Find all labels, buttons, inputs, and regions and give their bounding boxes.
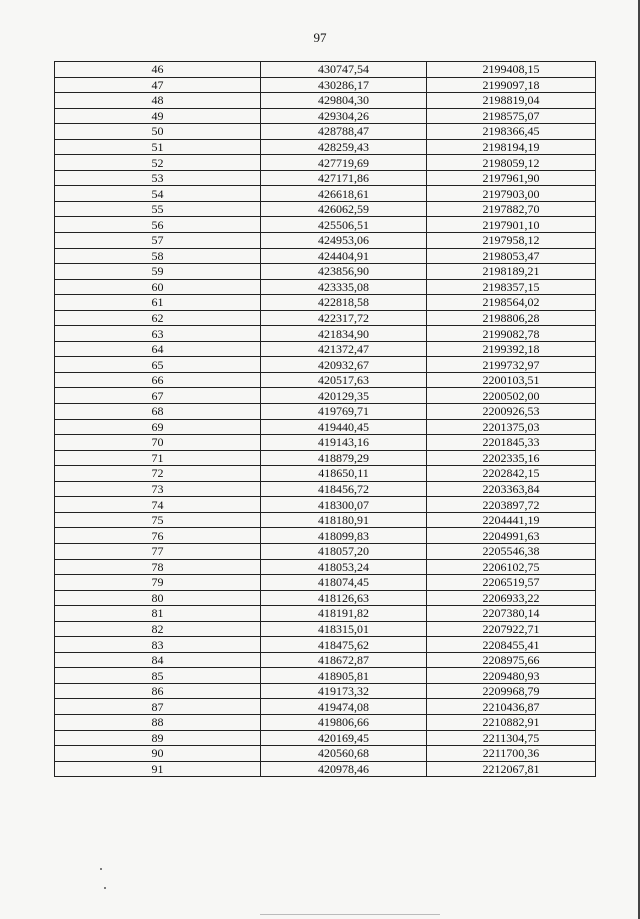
y-coordinate-cell: 2198564,02 [427, 295, 596, 311]
point-number-cell: 69 [55, 419, 261, 435]
point-number-cell: 85 [55, 668, 261, 684]
y-coordinate-cell: 2206519,57 [427, 575, 596, 591]
point-number-cell: 66 [55, 372, 261, 388]
y-coordinate-cell: 2207380,14 [427, 606, 596, 622]
x-coordinate-cell: 425506,51 [261, 217, 427, 233]
table-row [55, 699, 596, 715]
scan-bottom-mark [260, 914, 440, 915]
page-number: 97 [313, 30, 327, 45]
table-row [55, 248, 596, 264]
x-coordinate-cell: 420129,35 [261, 388, 427, 404]
table-row [55, 326, 596, 342]
x-coordinate-cell: 422818,58 [261, 295, 427, 311]
table-row [55, 575, 596, 591]
table-row [55, 683, 596, 699]
point-number-cell: 71 [55, 450, 261, 466]
point-number-cell: 48 [55, 93, 261, 109]
x-coordinate-cell: 429304,26 [261, 108, 427, 124]
table-row [55, 466, 596, 482]
y-coordinate-cell: 2201845,33 [427, 435, 596, 451]
table-row [55, 746, 596, 762]
y-coordinate-cell: 2199097,18 [427, 77, 596, 93]
scan-speck [104, 887, 106, 889]
y-coordinate-cell: 2198575,07 [427, 108, 596, 124]
point-number-cell: 91 [55, 761, 261, 777]
point-number-cell: 70 [55, 435, 261, 451]
point-number-cell: 75 [55, 512, 261, 528]
y-coordinate-cell: 2205546,38 [427, 543, 596, 559]
y-coordinate-cell: 2197903,00 [427, 186, 596, 202]
scan-speck [100, 868, 102, 870]
table-row [55, 155, 596, 171]
x-coordinate-cell: 421834,90 [261, 326, 427, 342]
x-coordinate-cell: 418053,24 [261, 559, 427, 575]
point-number-cell: 47 [55, 77, 261, 93]
table-row [55, 404, 596, 420]
x-coordinate-cell: 420978,46 [261, 761, 427, 777]
y-coordinate-cell: 2200502,00 [427, 388, 596, 404]
point-number-cell: 55 [55, 201, 261, 217]
point-number-cell: 89 [55, 730, 261, 746]
x-coordinate-cell: 423856,90 [261, 264, 427, 280]
point-number-cell: 76 [55, 528, 261, 544]
x-coordinate-cell: 426618,61 [261, 186, 427, 202]
x-coordinate-cell: 424953,06 [261, 233, 427, 249]
table-row [55, 652, 596, 668]
y-coordinate-cell: 2198059,12 [427, 155, 596, 171]
table-row [55, 668, 596, 684]
point-number-cell: 59 [55, 264, 261, 280]
y-coordinate-cell: 2206102,75 [427, 559, 596, 575]
x-coordinate-cell: 418057,20 [261, 543, 427, 559]
point-number-cell: 67 [55, 388, 261, 404]
x-coordinate-cell: 420517,63 [261, 372, 427, 388]
x-coordinate-cell: 419474,08 [261, 699, 427, 715]
x-coordinate-cell: 420932,67 [261, 357, 427, 373]
table-row [55, 497, 596, 513]
point-number-cell: 87 [55, 699, 261, 715]
y-coordinate-cell: 2203363,84 [427, 481, 596, 497]
point-number-cell: 90 [55, 746, 261, 762]
x-coordinate-cell: 424404,91 [261, 248, 427, 264]
point-number-cell: 81 [55, 606, 261, 622]
table-row [55, 372, 596, 388]
x-coordinate-cell: 422317,72 [261, 310, 427, 326]
point-number-cell: 56 [55, 217, 261, 233]
point-number-cell: 63 [55, 326, 261, 342]
x-coordinate-cell: 418879,29 [261, 450, 427, 466]
x-coordinate-cell: 429804,30 [261, 93, 427, 109]
y-coordinate-cell: 2197901,10 [427, 217, 596, 233]
y-coordinate-cell: 2206933,22 [427, 590, 596, 606]
y-coordinate-cell: 2199408,15 [427, 62, 596, 78]
table-row [55, 357, 596, 373]
point-number-cell: 78 [55, 559, 261, 575]
point-number-cell: 50 [55, 124, 261, 140]
y-coordinate-cell: 2199082,78 [427, 326, 596, 342]
table-row [55, 559, 596, 575]
y-coordinate-cell: 2200103,51 [427, 372, 596, 388]
x-coordinate-cell: 420169,45 [261, 730, 427, 746]
point-number-cell: 83 [55, 637, 261, 653]
y-coordinate-cell: 2202335,16 [427, 450, 596, 466]
y-coordinate-cell: 2199392,18 [427, 341, 596, 357]
table-row [55, 341, 596, 357]
table-row [55, 233, 596, 249]
table-row [55, 481, 596, 497]
table-row [55, 124, 596, 140]
y-coordinate-cell: 2211700,36 [427, 746, 596, 762]
table-row [55, 295, 596, 311]
x-coordinate-cell: 428788,47 [261, 124, 427, 140]
table-row [55, 637, 596, 653]
y-coordinate-cell: 2210436,87 [427, 699, 596, 715]
table-row [55, 310, 596, 326]
x-coordinate-cell: 418650,11 [261, 466, 427, 482]
table-row [55, 62, 596, 78]
x-coordinate-cell: 430286,17 [261, 77, 427, 93]
table-row [55, 714, 596, 730]
y-coordinate-cell: 2212067,81 [427, 761, 596, 777]
point-number-cell: 80 [55, 590, 261, 606]
table-row [55, 108, 596, 124]
x-coordinate-cell: 428259,43 [261, 139, 427, 155]
y-coordinate-cell: 2198053,47 [427, 248, 596, 264]
coordinates-table [54, 61, 596, 777]
table-row [55, 279, 596, 295]
point-number-cell: 58 [55, 248, 261, 264]
y-coordinate-cell: 2199732,97 [427, 357, 596, 373]
y-coordinate-cell: 2198366,45 [427, 124, 596, 140]
x-coordinate-cell: 426062,59 [261, 201, 427, 217]
x-coordinate-cell: 421372,47 [261, 341, 427, 357]
table-row [55, 388, 596, 404]
point-number-cell: 88 [55, 714, 261, 730]
y-coordinate-cell: 2197882,70 [427, 201, 596, 217]
point-number-cell: 57 [55, 233, 261, 249]
table-row [55, 606, 596, 622]
table-row [55, 730, 596, 746]
point-number-cell: 52 [55, 155, 261, 171]
x-coordinate-cell: 418475,62 [261, 637, 427, 653]
x-coordinate-cell: 427171,86 [261, 170, 427, 186]
table-row [55, 77, 596, 93]
point-number-cell: 68 [55, 404, 261, 420]
x-coordinate-cell: 418074,45 [261, 575, 427, 591]
table-row [55, 528, 596, 544]
y-coordinate-cell: 2202842,15 [427, 466, 596, 482]
point-number-cell: 49 [55, 108, 261, 124]
x-coordinate-cell: 427719,69 [261, 155, 427, 171]
y-coordinate-cell: 2197961,90 [427, 170, 596, 186]
point-number-cell: 54 [55, 186, 261, 202]
table-row [55, 512, 596, 528]
y-coordinate-cell: 2198819,04 [427, 93, 596, 109]
x-coordinate-cell: 418456,72 [261, 481, 427, 497]
x-coordinate-cell: 419143,16 [261, 435, 427, 451]
point-number-cell: 51 [55, 139, 261, 155]
point-number-cell: 61 [55, 295, 261, 311]
table-row [55, 590, 596, 606]
y-coordinate-cell: 2203897,72 [427, 497, 596, 513]
x-coordinate-cell: 419440,45 [261, 419, 427, 435]
point-number-cell: 53 [55, 170, 261, 186]
y-coordinate-cell: 2198194,19 [427, 139, 596, 155]
table-row [55, 450, 596, 466]
y-coordinate-cell: 2201375,03 [427, 419, 596, 435]
table-row [55, 217, 596, 233]
x-coordinate-cell: 419173,32 [261, 683, 427, 699]
point-number-cell: 84 [55, 652, 261, 668]
table-row [55, 543, 596, 559]
point-number-cell: 65 [55, 357, 261, 373]
table-row [55, 435, 596, 451]
table-row [55, 186, 596, 202]
x-coordinate-cell: 418099,83 [261, 528, 427, 544]
point-number-cell: 82 [55, 621, 261, 637]
y-coordinate-cell: 2210882,91 [427, 714, 596, 730]
x-coordinate-cell: 418672,87 [261, 652, 427, 668]
y-coordinate-cell: 2208455,41 [427, 637, 596, 653]
x-coordinate-cell: 418905,81 [261, 668, 427, 684]
point-number-cell: 46 [55, 62, 261, 78]
point-number-cell: 64 [55, 341, 261, 357]
point-number-cell: 73 [55, 481, 261, 497]
x-coordinate-cell: 430747,54 [261, 62, 427, 78]
table-row [55, 621, 596, 637]
x-coordinate-cell: 418191,82 [261, 606, 427, 622]
y-coordinate-cell: 2207922,71 [427, 621, 596, 637]
y-coordinate-cell: 2209968,79 [427, 683, 596, 699]
x-coordinate-cell: 420560,68 [261, 746, 427, 762]
x-coordinate-cell: 419806,66 [261, 714, 427, 730]
point-number-cell: 86 [55, 683, 261, 699]
table-row [55, 170, 596, 186]
y-coordinate-cell: 2197958,12 [427, 233, 596, 249]
y-coordinate-cell: 2200926,53 [427, 404, 596, 420]
x-coordinate-cell: 418315,01 [261, 621, 427, 637]
coordinates-table-body [55, 62, 596, 777]
y-coordinate-cell: 2204991,63 [427, 528, 596, 544]
y-coordinate-cell: 2204441,19 [427, 512, 596, 528]
table-row [55, 139, 596, 155]
x-coordinate-cell: 418126,63 [261, 590, 427, 606]
point-number-cell: 79 [55, 575, 261, 591]
table-row [55, 93, 596, 109]
y-coordinate-cell: 2208975,66 [427, 652, 596, 668]
y-coordinate-cell: 2211304,75 [427, 730, 596, 746]
y-coordinate-cell: 2198189,21 [427, 264, 596, 280]
x-coordinate-cell: 423335,08 [261, 279, 427, 295]
x-coordinate-cell: 418180,91 [261, 512, 427, 528]
y-coordinate-cell: 2198357,15 [427, 279, 596, 295]
table-row [55, 201, 596, 217]
x-coordinate-cell: 418300,07 [261, 497, 427, 513]
point-number-cell: 74 [55, 497, 261, 513]
x-coordinate-cell: 419769,71 [261, 404, 427, 420]
point-number-cell: 60 [55, 279, 261, 295]
table-row [55, 761, 596, 777]
point-number-cell: 77 [55, 543, 261, 559]
y-coordinate-cell: 2209480,93 [427, 668, 596, 684]
point-number-cell: 72 [55, 466, 261, 482]
y-coordinate-cell: 2198806,28 [427, 310, 596, 326]
point-number-cell: 62 [55, 310, 261, 326]
table-row [55, 264, 596, 280]
table-row [55, 419, 596, 435]
